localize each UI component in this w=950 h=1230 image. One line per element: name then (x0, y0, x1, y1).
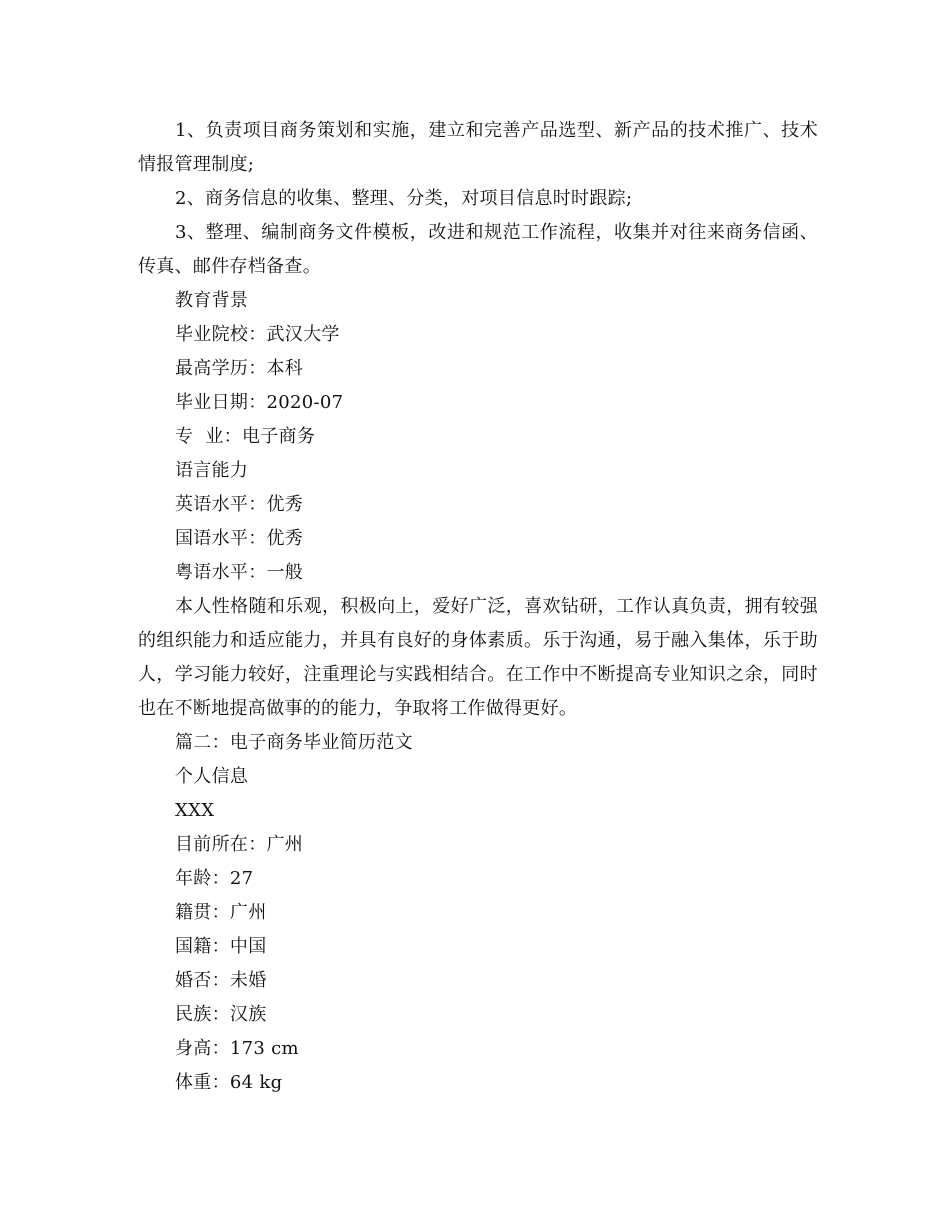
duty-item-2: 2、商务信息的收集、整理、分类，对项目信息时时跟踪; (175, 188, 633, 209)
current-location: 目前所在：广州 (175, 834, 304, 855)
duty-item-1: 1、负责项目商务策划和实施，建立和完善产品选型、新产品的技术推广、技术情报管理制度; (138, 120, 818, 175)
document-body (138, 114, 818, 1100)
section-heading-part-two: 篇二：电子商务毕业简历范文 (175, 732, 413, 753)
ethnicity: 民族：汉族 (175, 1004, 267, 1025)
english-level: 英语水平：优秀 (175, 494, 304, 515)
major: 专 业：电子商务 (175, 426, 316, 447)
native-place: 籍贯：广州 (175, 902, 267, 923)
highest-degree: 最高学历：本科 (175, 358, 304, 379)
section-heading-personal-info: 个人信息 (175, 766, 249, 787)
age: 年龄：27 (175, 868, 254, 889)
marital-status: 婚否：未婚 (175, 970, 267, 991)
graduate-school: 毕业院校：武汉大学 (175, 324, 340, 345)
person-name: XXX (175, 800, 215, 821)
section-heading-language: 语言能力 (175, 460, 249, 481)
mandarin-level: 国语水平：优秀 (175, 528, 304, 549)
self-evaluation: 本人性格随和乐观，积极向上，爱好广泛，喜欢钻研，工作认真负责，拥有较强的组织能力和适应能力，并具有良好的身体素质。乐于沟通，易于融入集体，乐于助人，学习能力较好，注重理论与实践相结合。在工作中不断提高专业知识之余，同时也在不断地提高做事的的能力，争取将工作做得更好。 (138, 596, 818, 719)
graduation-date: 毕业日期：2020-07 (175, 392, 344, 413)
section-heading-education: 教育背景 (175, 290, 249, 311)
height: 身高：173 cm (175, 1038, 299, 1059)
duty-item-3: 3、整理、编制商务文件模板，改进和规范工作流程，收集并对往来商务信函、传真、邮件存档备查。 (138, 222, 818, 277)
cantonese-level: 粤语水平：一般 (175, 562, 304, 583)
nationality: 国籍：中国 (175, 936, 267, 957)
weight: 体重：64 kg (175, 1072, 283, 1093)
